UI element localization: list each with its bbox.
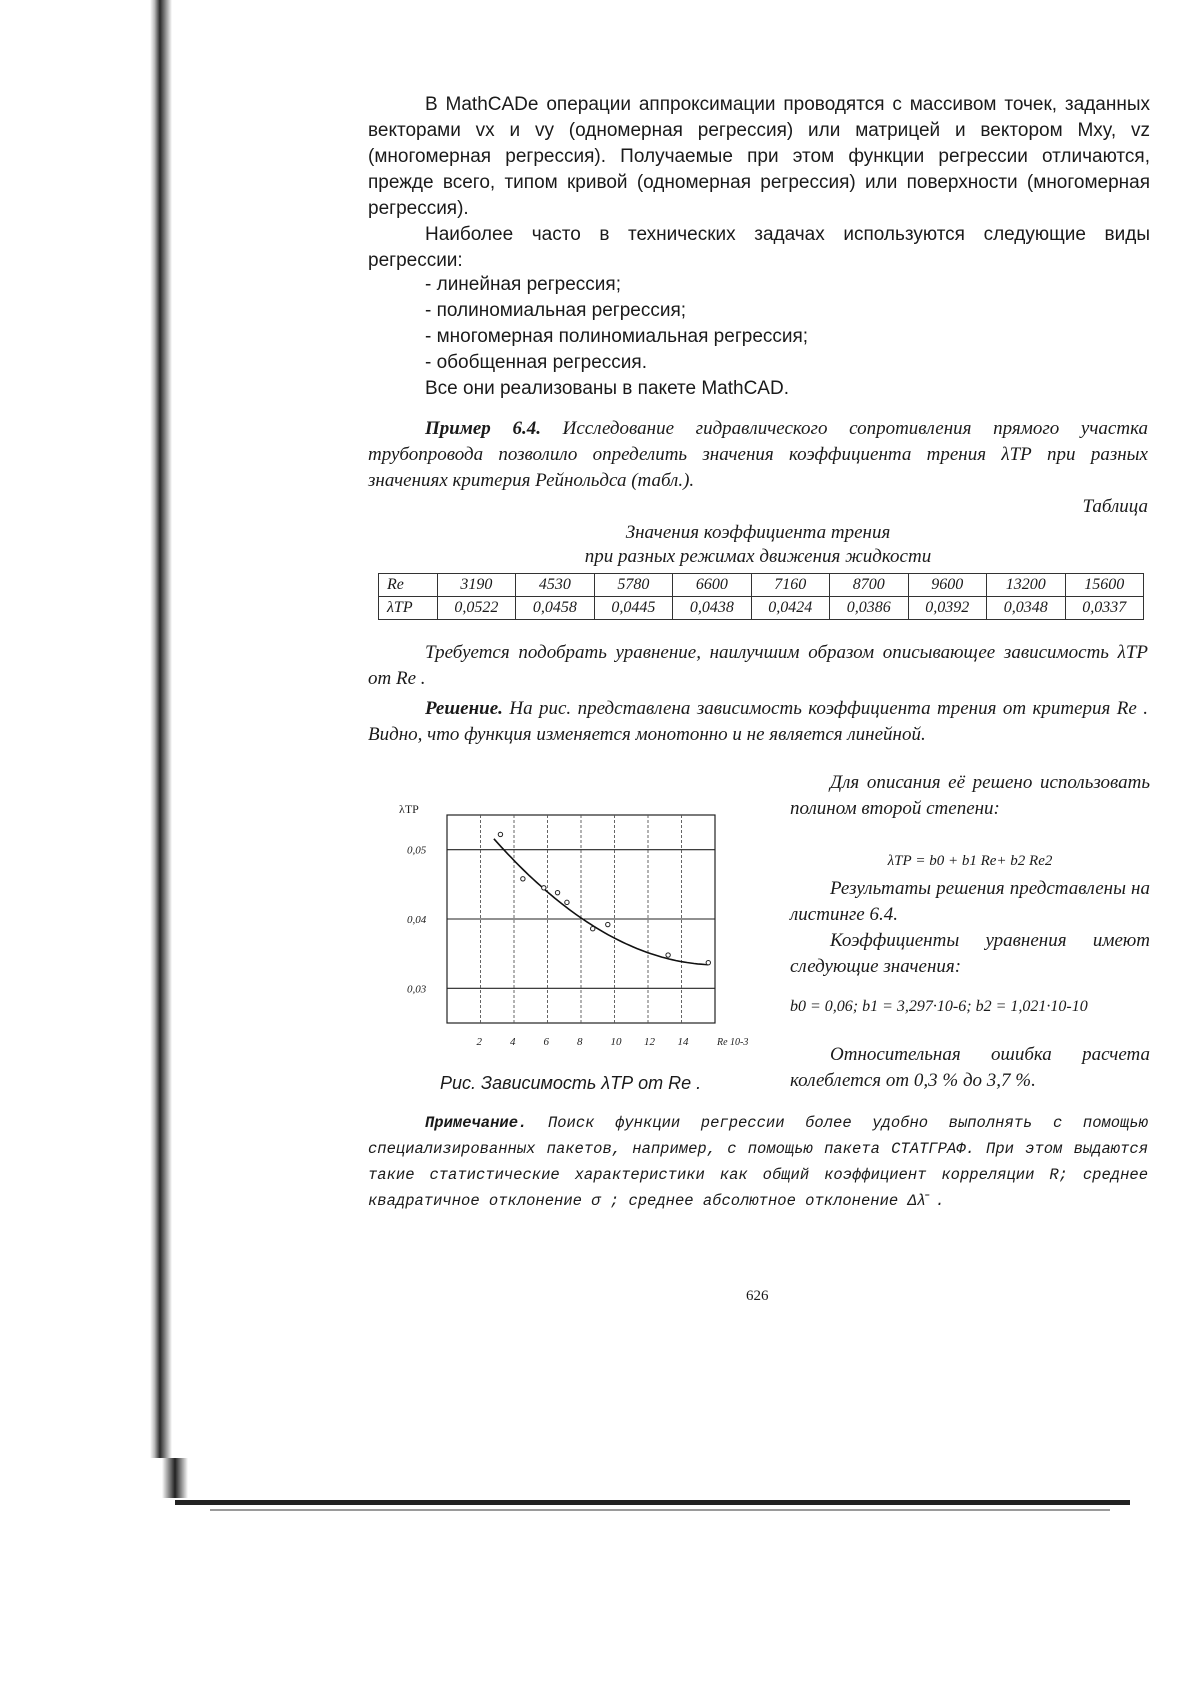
data-point (498, 832, 502, 836)
table-row (379, 574, 1144, 597)
table-cell: 5780 (594, 574, 672, 597)
right-text-2: Результаты решения представлены на листинге 6.4. (790, 878, 1150, 925)
data-point (542, 886, 546, 890)
y-tick-label: 0,03 (407, 983, 427, 996)
data-point (565, 900, 569, 904)
data-point (521, 877, 525, 881)
table-cell: 15600 (1065, 574, 1144, 597)
solution-label: Решение. (425, 698, 503, 719)
page-number: 626 (746, 1288, 769, 1304)
table-cell: 6600 (673, 574, 751, 597)
x-tick-label: 8 (577, 1036, 583, 1048)
example-text: Исследование гидравлического сопротивления прямого участка трубопровода позволило определить значения коэффициента трения λТР при разных значениях критерия Рейнольдса (табл.). (368, 418, 1148, 491)
right-text-3: Коэффициенты уравнения имеют следующие значения: (790, 930, 1150, 977)
example-label: Пример 6.4. (425, 418, 541, 439)
x-tick-label: 4 (510, 1036, 516, 1048)
data-point (591, 927, 595, 931)
note-text: Поиск функции регрессии более удобно выполнять с помощью специализированных пакетов, например, с помощью пакета СТАТГРАФ. При этом выдаются такие статистические характеристики как общий коэффициент корреляции R; среднее квадратичное отклонение σ ; среднее абсолютное отклонение Δλ̄ . (368, 1114, 1148, 1210)
note-paragraph (368, 1110, 1148, 1214)
scan-bottom-shadow (210, 1509, 1110, 1511)
mathcad-paragraph: Все они реализованы в пакете MathCAD. (425, 378, 789, 399)
table-cell: 0,0445 (594, 597, 672, 620)
table-label: Таблица (1082, 496, 1148, 517)
table-title-line2: при разных режимах движения жидкости (584, 546, 932, 567)
solution-paragraph (368, 696, 1148, 748)
data-point (555, 890, 559, 894)
coefficients: b0 = 0,06; b1 = 3,297·10-6; b2 = 1,021·10-10 (790, 998, 1088, 1015)
friction-table (378, 573, 1144, 620)
table-cell: 0,0522 (437, 597, 515, 620)
table-title-line1: Значения коэффициента трения (625, 522, 891, 543)
task-paragraph: Требуется подобрать уравнение, наилучшим образом описывающее зависимость λТР от Re . (368, 642, 1148, 689)
list-item: - линейная регрессия; (425, 274, 621, 295)
data-point (666, 953, 670, 957)
data-point (606, 922, 610, 926)
table-cell: 0,0438 (673, 597, 751, 620)
table-cell: 0,0348 (987, 597, 1065, 620)
regression-formula: λТР = b0 + b1 Re+ b2 Re2 (887, 853, 1053, 869)
list-item: - обобщенная регрессия. (425, 352, 647, 373)
list-item: - многомерная полиномиальная регрессия; (425, 326, 809, 347)
x-tick-label: 2 (476, 1036, 482, 1048)
x-tick-label: 14 (677, 1036, 689, 1048)
example-paragraph (368, 416, 1148, 494)
regression-types-paragraph: Наиболее часто в технических задачах используются следующие виды регрессии: (368, 224, 1150, 271)
y-axis-label: λТР (399, 802, 419, 816)
table-cell: 0,0392 (908, 597, 986, 620)
note-label: Примечание. (425, 1114, 528, 1132)
table-cell: 0,0458 (516, 597, 594, 620)
regression-curve (494, 839, 708, 965)
table-cell: 8700 (830, 574, 908, 597)
y-tick-label: 0,04 (407, 914, 427, 926)
table-cell: 0,0337 (1065, 597, 1144, 620)
friction-chart (385, 795, 765, 1065)
list-item: - полиномиальная регрессия; (425, 300, 687, 321)
table-cell: 4530 (516, 574, 594, 597)
figure-caption: Рис. Зависимость λТР от Re . (440, 1073, 702, 1093)
scan-binding-edge-bottom (162, 1458, 188, 1498)
table-cell: 13200 (987, 574, 1065, 597)
data-point (706, 960, 710, 964)
table-cell: 0,0386 (830, 597, 908, 620)
x-tick-label: 10 (610, 1036, 622, 1048)
y-tick-label: 0,05 (407, 844, 427, 857)
right-text-1: Для описания её решено использовать полином второй степени: (790, 772, 1150, 819)
solution-text: На рис. представлена зависимость коэффициента трения от критерия Re . Видно, что функция изменяется монотонно и не является линейной. (368, 698, 1148, 745)
x-tick-label: 6 (543, 1036, 549, 1048)
x-axis-label: Re 10-3 (717, 1037, 749, 1048)
scan-bottom-edge (175, 1500, 1130, 1505)
table-cell: 0,0424 (751, 597, 829, 620)
table-cell: 7160 (751, 574, 829, 597)
right-text-4: Относительная ошибка расчета колеблется от 0,3 % до 3,7 %. (790, 1044, 1150, 1091)
table-header-cell: λТР (379, 597, 438, 620)
intro-paragraph: В MathCADe операции аппроксимации проводятся с массивом точек, заданных векторами vx и vy (одномерная регрессия) или матрицей и вектором Mxy, vz (многомерная регрессия). Получаемые при этом функции регрессии отличаются, прежде всего, типом кривой (одномерная регрессия) или поверхности (многомерная регрессия). (368, 94, 1150, 219)
table-header-cell: Re (379, 574, 438, 597)
table-cell: 3190 (437, 574, 515, 597)
table-row (379, 597, 1144, 620)
x-tick-label: 12 (644, 1036, 655, 1048)
scan-binding-edge (150, 0, 172, 1458)
table-cell: 9600 (908, 574, 986, 597)
